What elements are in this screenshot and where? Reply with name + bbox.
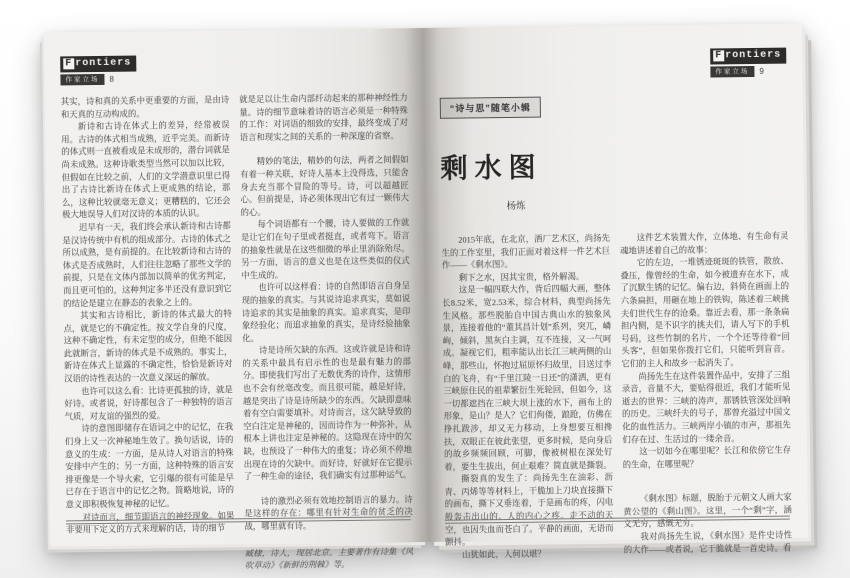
page-number-right: 9	[759, 66, 764, 76]
paragraph: 其实和古诗相比，新诗的体式最大的特点，就是它的不确定性。按文学自身的尺度，这种不确定性，有未定型的成分，但绝不能因此就断言，新诗的体式是不成熟的。事实上，新诗在体式上显露的不确定性，恰恰是新诗对汉语的诗性表达的一次意义深远的解放。	[63, 309, 233, 384]
paragraph: 每个词语都有一个腰，诗人要做的工作就是让它们在句子里或者挺直，或者弯下。语言的抽象性就是在这些细微的举止里消除殆尽。另一方面，语言的意义也是在这些类似的仪式中生成的。	[240, 218, 410, 280]
paragraph: 诗的激烈必须有效地控制语言的暴力。诗是这样的存在：哪里有针对生命的贫乏的决战，哪里就有诗。	[244, 494, 413, 532]
paragraph: 迟早有一天，我们终会承认新诗和古诗都是汉诗传统中有机的组成部分。古诗的体式之所以成熟，是有前提的。在比较新诗和古诗的体式是否成熟时，人们往往忽略了那些文学的前提，只是在文体内部加以简单的优劣判定，而且更可怕的，这种判定多半还没有意识到它的结论是建立在静态的表象之上的。	[62, 221, 232, 308]
left-page-column-2	[239, 92, 413, 573]
paragraph: 尚扬先生在这件装置作品中，安排了三组录音，音量不大，要贴得很近，我们才能听见逝去的世界：三峡的涛声，那锈铁管深处回响的历史。三峡纤夫的号子，那曾充溢过中国文化的血性活力。三峡两岸小镇的市声，那祖先们存在过、生活过的一缕余音。	[621, 370, 791, 445]
paragraph: 其实，诗和真的关系中更重要的方面，是由诗和天真的互动构成的。	[60, 95, 230, 120]
article-title: 剩水图	[440, 152, 543, 184]
paragraph: 剩下之水，因其宝贵，格外解渴。	[458, 271, 585, 283]
paragraph: 我对尚扬先生说，《剩水图》是件史诗性的大作——或者说，它干脆就是一首史诗。看	[623, 530, 793, 555]
author-name: 杨炼	[506, 201, 526, 213]
right-page-header	[439, 44, 786, 82]
paragraph: 也许可以这么看：比诗更孤独的诗，就是好诗。或者说，好诗都包含了一种独特的语言气质，对友谊的强烈的爱。	[64, 385, 233, 422]
frontiers-logo	[60, 56, 136, 73]
section-badge: 作家立场	[60, 74, 104, 86]
paragraph: 2015年底，在北京，酒厂艺术区，尚扬先生的工作室里，我们正面对着这样一件艺术巨作——《剩水图》。	[441, 233, 611, 270]
right-page-column-1	[441, 233, 613, 562]
page-left	[44, 28, 429, 571]
paragraph: 这是一幅四联大作，背后四幅大画，整体长8.52米，宽2.53米，综合材料，典型尚扬先生风格。那些脱胎自中国古典山水的独象风景，连接着他的“董其昌计划”系列，突兀，嶙峋，倾斜，黑灰白主调，互不连接，又一气呵成。凝视它们，粗率能认出长江三峡两侧的山峰，那些山，怀抱过屈原怀归故里，目送过李白的飞舟，有“千里江陵一日还”的潇洒，更有三峡原住民的祖辈繁衍生死轮回，但如今，这一切都遮挡在三峡大坝上涨的水下，画布上的形象，是山？是人？它们佝偻，踉跄，仿佛在挣扎跋涉，却又无力移动，上身想要互相搀扶，双眼正在彼此张望，更多时候，是向身后的故乡频频回顾，可脚，像被树根在深处钉着，要生生拔出，何止艰难？简直就是撕裂。	[442, 284, 613, 472]
left-page-header	[60, 48, 407, 86]
magazine-logo	[60, 52, 136, 86]
paragraph: 撕裂真的发生了：尚扬先生在油彩、沥青、丙烯等等材料上，干脆加上刀块直接撕下的画布，撕下又垂连着，于是画布的疼，闪电般轰击出山的、人的内心之疼。走不动的天空，也因失血而苍白了。平静的画面，无语而颤抖。	[444, 473, 614, 548]
logo-initial: F	[715, 50, 723, 62]
paragraph: 《剩水图》标题，脱胎于元朝文人画大家黄公望的《剩山图》。这里，一个“剩”字，涵义无穷，感慨无穷。	[623, 492, 792, 530]
frontiers-logo	[710, 48, 786, 65]
series-label: “诗与思”随笔小辑	[440, 97, 541, 119]
paragraph: 它的左边，一堆锈迹斑斑的铁管，散放、叠压，像曾经的生命，如今被遗弃在水下，成了沉默生锈的记忆。偏右边，斜倚在画面上的六条扁担，用砸在地上的铁钩，陈述着三峡挑夫们世代生存的沧桑。靠近去看，那一条条扁担内侧，是不识字的挑夫们，请人写下的手机号码，这些竹制的名片，一个个还等待着“回头客”，但如果你拨打它们，只能听到盲音。它们的主人和故乡一起消失了。	[620, 256, 790, 369]
paragraph: 诗的意图即储存在语词之中的记忆，在我们身上又一次神秘地生效了。换句话说，诗的意义的生成：一方面，是从诗人对语言的特殊安排中产生的；另一方面，这种特殊的语言安排更像是一个导火索，它引爆的很有可能是早已存在于语言中的记忆之物。简略地说，诗的意义即积极恢复神秘的记忆。	[64, 422, 235, 510]
logo-rest: rontiers	[725, 49, 782, 62]
article-title-block	[440, 80, 614, 213]
book-spread	[44, 23, 808, 571]
section-badge: 作家立场	[710, 66, 754, 78]
page-number-left: 8	[109, 74, 114, 84]
paragraph: 就是足以让生命内部纤动起来的那种神经性力量。诗的细节意味着诗的语言必须是一种特殊的工作：对词语的细致的安排，最终变成了对语言和现实之间的关系的一种深邃的省察。	[239, 93, 409, 143]
paragraph: 这件艺术装置大作，立体地、有生命有灵魂地讲述着自己的故事：	[620, 231, 789, 256]
author-bio: 臧棣，诗人，现居北京。主要著作有诗集《风吹草动》《新鲜的荆棘》等。	[244, 546, 414, 571]
logo-initial: F	[65, 58, 73, 70]
right-page-column-2	[620, 231, 792, 560]
page-right	[423, 23, 808, 560]
paragraph: 山犹如此，人何以堪？	[462, 549, 546, 560]
paragraph: 新诗和古诗在体式上的差异，经常被误用。古诗的体式相当成熟，近乎完美。而新诗的体式则一直被看成是未成形的，潜台词就是尚未成熟。这种诗歌类型当然可以加以比较，但假如在比较之前，人们的文学潜意识里已得出了古诗比新诗在体式上更成熟的结论，那么，这种比较就毫无意义；更糟糕的，它还会极大地误导人们对汉诗的本质的认识。	[61, 120, 231, 220]
paragraph: 精妙的笔法，精妙的句法，两者之间假如有着一种关联，好诗人基本上没得选，只能舍身去充当那个冒险的等号。诗，可以超越匠心。但前提是，诗必须体现出它有过一颗伟大的心。	[240, 155, 409, 218]
paragraph: 也许可以这样看：诗的自然即语言自身呈现的抽象的真实。与其说诗追求真实，莫如说诗追求的其实是抽象的真实。追求真实，是印象经验化；而追求抽象的真实，是诗经验抽象化。	[241, 281, 411, 343]
paragraph: 对诗而言，细节即语言的神经现象。如果非要用下定义的方式来理解的话，诗的细节	[65, 510, 235, 535]
paragraph: 这一切如今在哪里呢？长江和依傍它生存的生命，在哪里呢？	[622, 445, 792, 470]
left-page-column-1	[61, 94, 235, 575]
magazine-logo	[710, 44, 786, 78]
paragraph: 诗是诗所欠缺的东西。这或许就是诗和诗的关系中最具有启示性的也是最有魅力的部分。即使我们写出了无数优秀的诗作，这情形也不会有丝毫改变。而且很可能，越是好诗，越是突出了诗是诗所缺少的东西。欠缺即意味着有空白需要填补。对诗而言，这欠缺导致的空白注定是神秘的，因而诗作为一种弥补，从根本上讲也注定是神秘的。这隐现在诗中的欠缺，也预设了一种伟大的重复；诗必须不停地出现在诗的欠缺中。而好诗，好就好在它提示了一种生命的途径，我们确实有过那种运气。	[242, 344, 413, 482]
logo-rest: rontiers	[75, 57, 132, 70]
